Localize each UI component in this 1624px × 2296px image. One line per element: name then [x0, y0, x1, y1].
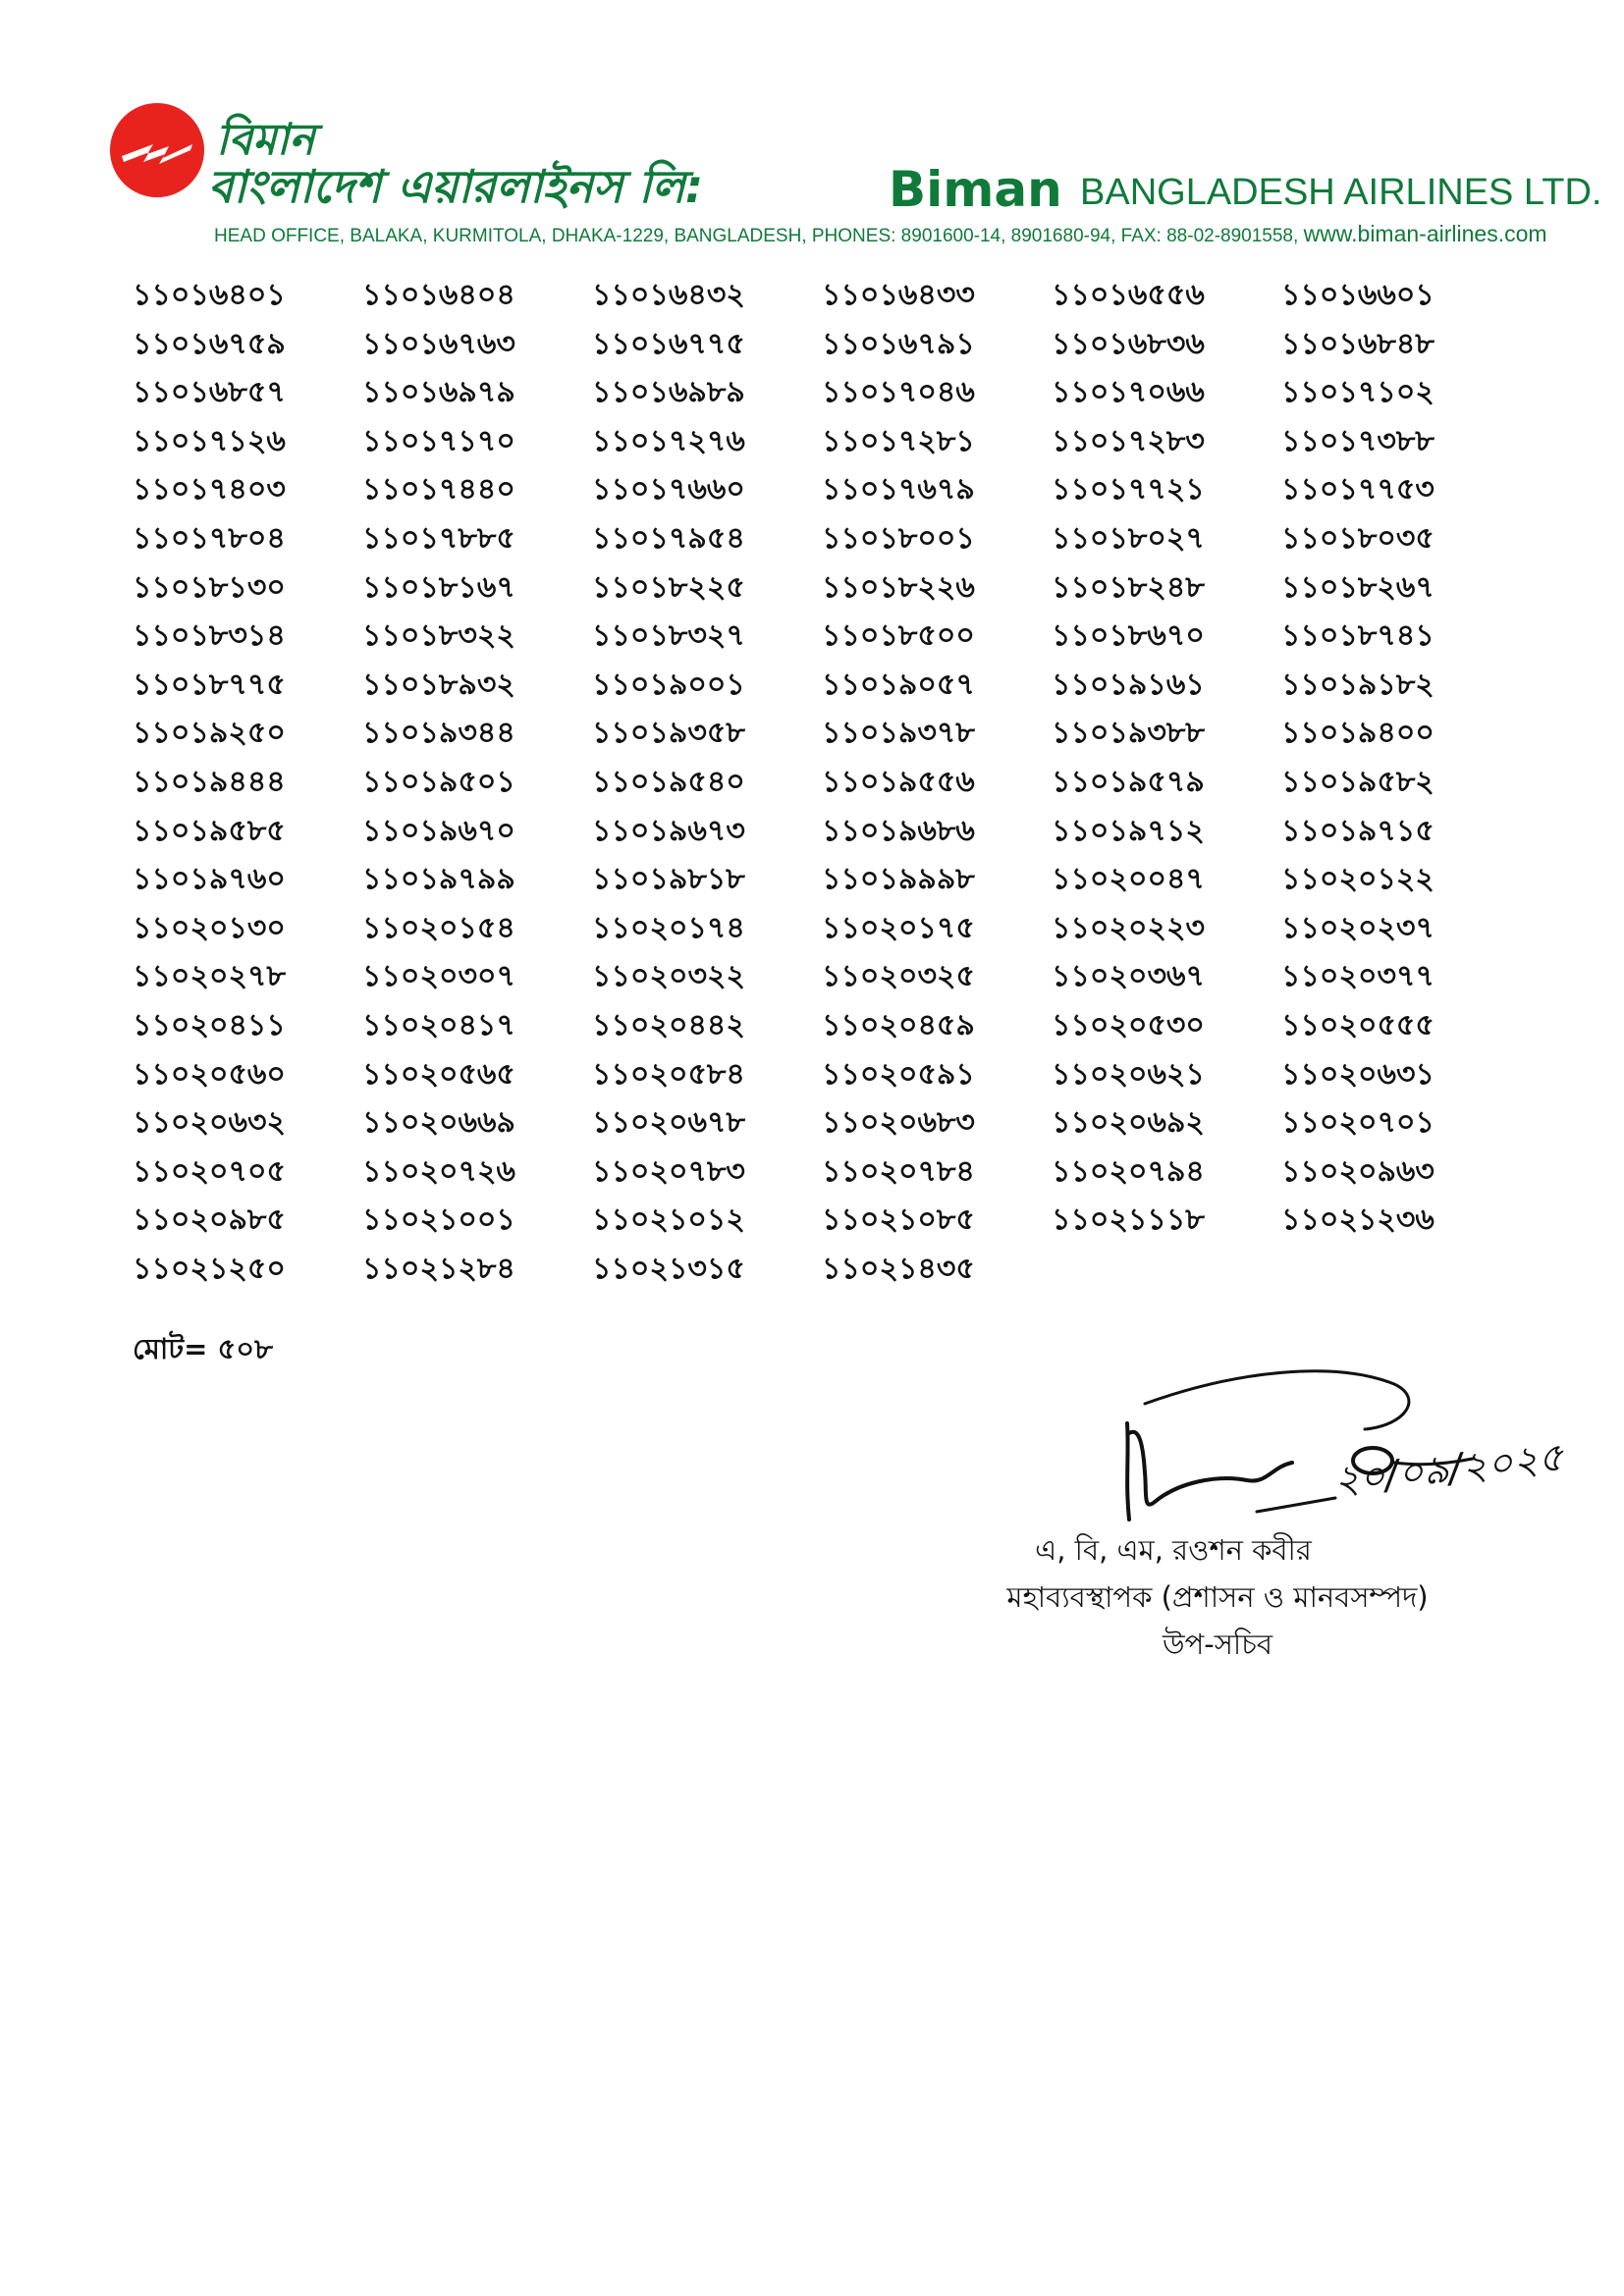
- roll-number-item: ১১০১৬৫৫৬: [1052, 278, 1205, 312]
- roll-number-item: ১১০২০৭৯৪: [1052, 1153, 1205, 1189]
- signatory-name: এ, বি, এম, রওশন কবীর: [1035, 1533, 1312, 1567]
- roll-number-item: ১১০২০৫৯১: [822, 1056, 975, 1092]
- roll-number-item: ১১০১৭৪০৩: [133, 472, 286, 507]
- roll-number-item: ১১০২০৫৮৪: [592, 1056, 745, 1092]
- brand-name-english: Biman: [889, 161, 1062, 218]
- roll-number-item: ১১০১৯৫৭৯: [1052, 764, 1205, 799]
- roll-number-item: ১১০২০৭৮৪: [822, 1153, 975, 1189]
- roll-number-item: ১১০১৯৩৮৮: [1052, 716, 1205, 751]
- roll-number-item: ১১০১৮২২৫: [592, 569, 745, 605]
- total-count: মোট= ৫০৮: [133, 1332, 273, 1365]
- roll-number-item: ১১০১৮২৪৮: [1052, 569, 1205, 605]
- roll-number-item: ১১০১৬৪০১: [133, 278, 286, 312]
- biman-logo-icon: [108, 101, 206, 199]
- roll-number-item: ১১০২০৫৫৫: [1281, 1007, 1435, 1042]
- roll-number-item: ১১০২০৭৮৩: [592, 1153, 745, 1189]
- roll-number-item: ১১০২০৬৯২: [1052, 1105, 1205, 1141]
- roll-number-item: ১১০২১৪৩৫: [822, 1251, 975, 1286]
- roll-number-item: ১১০১৬৯৮৯: [592, 375, 745, 410]
- roll-number-item: ১১০১৮০২৭: [1052, 520, 1205, 556]
- roll-number-item: ১১০১৬৬০১: [1281, 278, 1435, 312]
- roll-number-item: ১১০১৭১৭০: [362, 423, 515, 458]
- roll-number-item: ১১০১৮০৩৫: [1281, 520, 1435, 556]
- roll-number-item: ১১০১৭৬৭৯: [822, 472, 975, 507]
- roll-number-item: ১১০২০৭২৬: [362, 1153, 515, 1189]
- roll-number-item: ১১০১৬৮৪৮: [1281, 326, 1435, 361]
- roll-number-item: ১১০২০৩০৭: [362, 959, 515, 994]
- roll-number-item: ১১০১৯৭৬০: [133, 862, 286, 897]
- roll-number-item: ১১০১৮২৬৭: [1281, 569, 1435, 605]
- roll-number-item: ১১০১৮১৬৭: [362, 569, 515, 605]
- roll-number-item: ১১০১৬৯৭৯: [362, 375, 515, 410]
- roll-number-item: ১১০২০১৫৪: [362, 910, 515, 945]
- roll-number-item: ১১০২০৩৭৭: [1281, 959, 1435, 994]
- roll-number-item: ১১০১৬৪৩২: [592, 278, 745, 312]
- roll-number-item: ১১০২০৪১১: [133, 1007, 286, 1042]
- head-office-address: [214, 221, 1547, 247]
- roll-number-item: ১১০১৬৭৬৩: [362, 326, 515, 361]
- roll-number-item: ১১০২০৫৩০: [1052, 1007, 1205, 1042]
- address-text: HEAD OFFICE, BALAKA, KURMITOLA, DHAKA-1229, BANGLADESH, PHONES: 8901600-14, 8901680-94, FAX: 88-02-8901558,: [214, 226, 1299, 246]
- roll-number-item: ১১০২১২৫০: [133, 1251, 286, 1286]
- roll-number-item: ১১০১৮৫০০: [822, 618, 975, 654]
- roll-number-item: ১১০২০১৭৪: [592, 910, 745, 945]
- roll-number-item: ১১০১৭৭৫৩: [1281, 472, 1435, 507]
- roll-number-item: ১১০২০০৪৭: [1052, 862, 1205, 897]
- roll-number-item: ১১০১৭০৬৬: [1052, 375, 1205, 410]
- roll-number-grid: [133, 271, 1511, 1293]
- roll-number-item: ১১০২০৬৮৩: [822, 1105, 975, 1141]
- roll-number-item: ১১০১৯৩৪৪: [362, 716, 515, 751]
- roll-number-item: ১১০২০৩২৫: [822, 959, 975, 994]
- roll-number-item: ১১০১৭৪৪০: [362, 472, 515, 507]
- roll-number-item: ১১০১৯০৫৭: [822, 667, 975, 702]
- roll-number-item: ১১০২০৯৮৫: [133, 1202, 286, 1238]
- roll-number-item: ১১০১৯৩৫৮: [592, 716, 745, 751]
- roll-number-item: ১১০১৮১৩০: [133, 569, 286, 605]
- roll-number-item: ১১০১৭৯৫৪: [592, 520, 745, 556]
- roll-number-item: ১১০১৯৭৯৯: [362, 862, 515, 897]
- roll-number-item: ১১০১৮২২৬: [822, 569, 975, 605]
- roll-number-item: ১১০২০৪৫৯: [822, 1007, 975, 1042]
- roll-number-item: ১১০২০২৭৮: [133, 959, 286, 994]
- roll-number-item: ১১০২১০০১: [362, 1202, 515, 1238]
- roll-number-item: ১১০১৭৬৬০: [592, 472, 745, 507]
- website-link[interactable]: www.biman-airlines.com: [1303, 221, 1547, 246]
- roll-number-item: ১১০১৭০৪৬: [822, 375, 975, 410]
- roll-number-item: ১১০২১২৮৪: [362, 1251, 515, 1286]
- roll-number-item: ১১০১৮৯৩২: [362, 667, 515, 702]
- roll-number-item: ১১০১৮৬৭০: [1052, 618, 1205, 654]
- roll-number-item: ১১০১৯৬৭৩: [592, 813, 745, 848]
- roll-number-item: ১১০১৯৪৪৪: [133, 764, 286, 799]
- brand-name-bengali: বাংলাদেশ এয়ারলাইনস লি:: [208, 160, 704, 213]
- brand-name-english-rest: BANGLADESH AIRLINES LTD.: [1080, 172, 1602, 213]
- roll-number-item: ১১০১৯০০১: [592, 667, 745, 702]
- roll-number-item: ১১০১৯১৬১: [1052, 667, 1205, 702]
- roll-number-item: ১১০২০৩৬৭: [1052, 959, 1205, 994]
- roll-number-item: ১১০২০৬২১: [1052, 1056, 1205, 1092]
- roll-number-item: ১১০১৯৩৭৮: [822, 716, 975, 751]
- roll-number-item: ১১০১৯৭১২: [1052, 813, 1205, 848]
- roll-number-item: ১১০২০৬৩২: [133, 1105, 286, 1141]
- roll-number-item: ১১০১৯৬৭০: [362, 813, 515, 848]
- roll-number-item: ১১০১৮৩২২: [362, 618, 515, 654]
- roll-number-item: ১১০১৮৭৭৫: [133, 667, 286, 702]
- roll-number-item: ১১০২০২২৩: [1052, 910, 1205, 945]
- roll-number-item: ১১০১৯৫৪০: [592, 764, 745, 799]
- roll-number-item: ১১০২০৭০৫: [133, 1153, 286, 1189]
- roll-number-item: ১১০১৭৩৮৮: [1281, 423, 1435, 458]
- roll-number-item: ১১০২১০৮৫: [822, 1202, 975, 1238]
- letterhead: [98, 93, 1602, 250]
- roll-number-item: ১১০২০৫৬৫: [362, 1056, 515, 1092]
- roll-number-item: ১১০১৭২৮৩: [1052, 423, 1205, 458]
- roll-number-item: ১১০২০৪৪২: [592, 1007, 745, 1042]
- roll-number-item: ১১০১৯৫৮২: [1281, 764, 1435, 799]
- roll-number-item: ১১০২০৪১৭: [362, 1007, 515, 1042]
- roll-number-item: ১১০২১০১২: [592, 1202, 745, 1238]
- roll-number-item: ১১০১৬৭৭৫: [592, 326, 745, 361]
- roll-number-item: ১১০২০১৩০: [133, 910, 286, 945]
- roll-number-item: ১১০১৯৫৮৫: [133, 813, 286, 848]
- roll-number-item: ১১০১৯২৫০: [133, 716, 286, 751]
- roll-number-item: ১১০২০৩২২: [592, 959, 745, 994]
- roll-number-item: ১১০১৮৩১৪: [133, 618, 286, 654]
- roll-number-item: ১১০২০২৩৭: [1281, 910, 1435, 945]
- roll-number-item: ১১০২১২৩৬: [1281, 1202, 1435, 1238]
- roll-number-item: ১১০১৬৮৫৭: [133, 375, 286, 410]
- roll-number-item: ১১০২০৬৭৮: [592, 1105, 745, 1141]
- roll-number-item: ১১০১৬৪৩৩: [822, 278, 975, 312]
- roll-number-item: ১১০২০৫৬০: [133, 1056, 286, 1092]
- roll-number-item: ১১০১৭৮৮৫: [362, 520, 515, 556]
- roll-number-item: ১১০১৬৮৩৬: [1052, 326, 1205, 361]
- roll-number-item: ১১০২০৭০১: [1281, 1105, 1435, 1141]
- signature-date: ২০/০৯/২০২৫: [1331, 1434, 1566, 1504]
- roll-number-item: ১১০১৭৮০৪: [133, 520, 286, 556]
- signatory-block: [943, 1526, 1492, 1668]
- roll-number-item: ১১০১৭১২৬: [133, 423, 286, 458]
- roll-number-item: ১১০১৬৭৯১: [822, 326, 975, 361]
- roll-number-item: ১১০১৮৩২৭: [592, 618, 745, 654]
- brand-name-bengali-top: বিমান: [216, 115, 315, 165]
- roll-number-item: ১১০১৮৭৪১: [1281, 618, 1435, 654]
- roll-number-item: ১১০১৯৫০১: [362, 764, 515, 799]
- roll-number-item: ১১০১৯৭১৫: [1281, 813, 1435, 848]
- signatory-designation: মহাব্যবস্থাপক (প্রশাসন ও মানবসম্পদ): [1006, 1580, 1429, 1614]
- roll-number-item: ১১০১৭২৮১: [822, 423, 975, 458]
- roll-number-item: ১১০২১৩১৫: [592, 1251, 745, 1286]
- roll-number-item: ১১০১৭২৭৬: [592, 423, 745, 458]
- roll-number-item: ১১০২০১৭৫: [822, 910, 975, 945]
- roll-number-item: ১১০২০৯৬৩: [1281, 1153, 1435, 1189]
- roll-number-item: ১১০১৬৪০৪: [362, 278, 515, 312]
- roll-number-item: ১১০১৯৫৫৬: [822, 764, 975, 799]
- roll-number-item: ১১০১৯৬৮৬: [822, 813, 975, 848]
- roll-number-item: ১১০২১১১৮: [1052, 1202, 1205, 1238]
- roll-number-item: ১১০২০৬৩১: [1281, 1056, 1435, 1092]
- roll-number-item: ১১০১৯১৮২: [1281, 667, 1435, 702]
- signatory-rank: উপ-সচিব: [1163, 1628, 1272, 1661]
- roll-number-item: ১১০১৯৪০০: [1281, 716, 1435, 751]
- roll-number-item: ১১০১৬৭৫৯: [133, 326, 286, 361]
- roll-number-item: ১১০১৭১০২: [1281, 375, 1435, 410]
- roll-number-item: ১১০১৯৯৯৮: [822, 862, 975, 897]
- roll-number-item: ১১০২০৬৬৯: [362, 1105, 515, 1141]
- roll-number-item: ১১০১৯৮১৮: [592, 862, 745, 897]
- roll-number-item: ১১০১৭৭২১: [1052, 472, 1205, 507]
- roll-number-item: ১১০২০১২২: [1281, 862, 1435, 897]
- roll-number-item: ১১০১৮০০১: [822, 520, 975, 556]
